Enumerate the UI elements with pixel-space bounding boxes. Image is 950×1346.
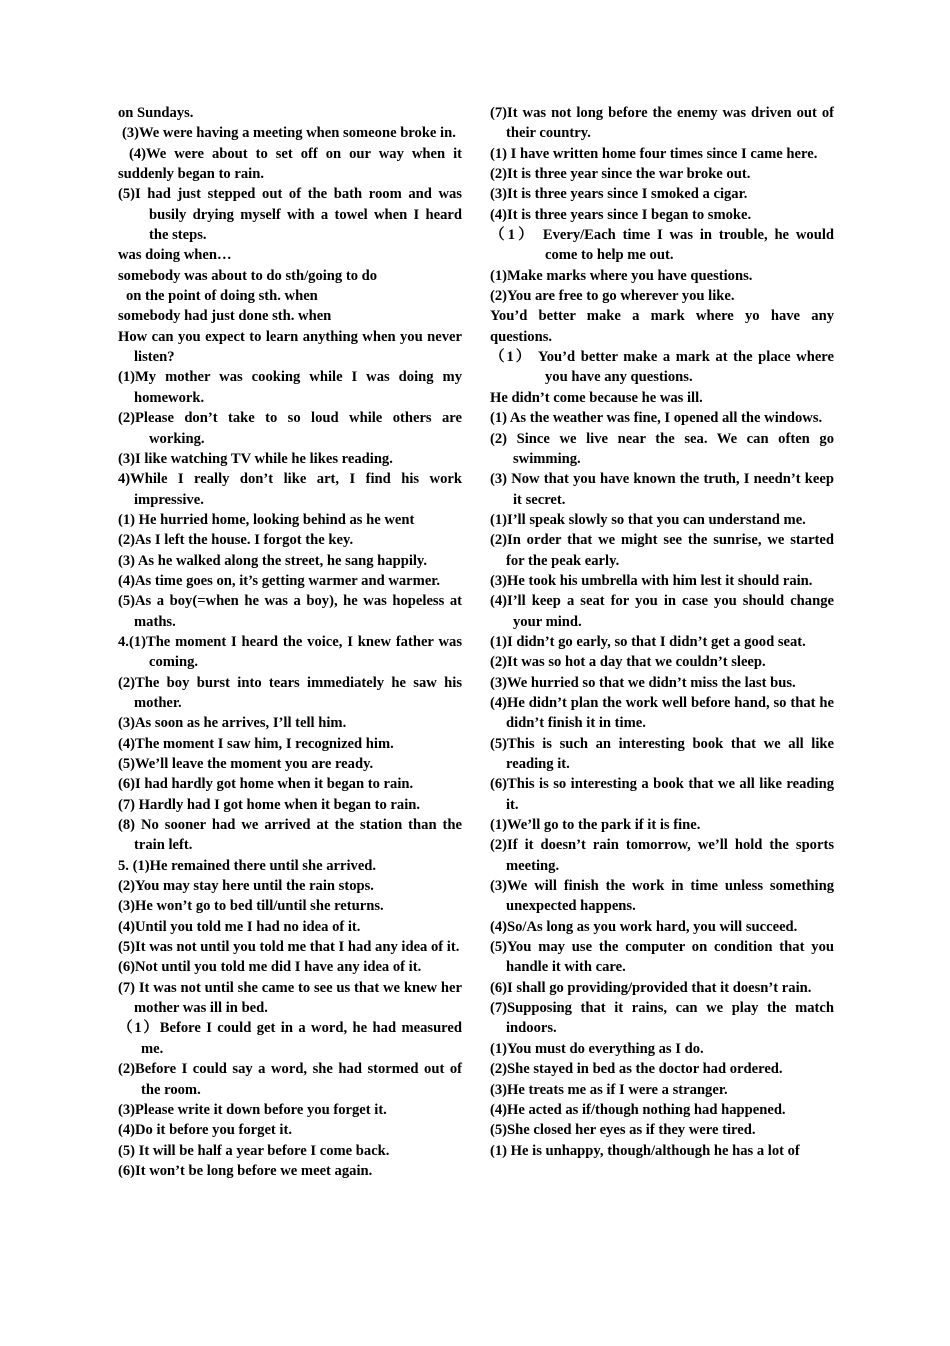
left-column-line: (4)Until you told me I had no idea of it. xyxy=(118,918,361,935)
right-column-line: (5)You may use the computer on condition that you handle it with care. xyxy=(490,939,834,976)
right-column-line: (3)He took his umbrella with him lest it should rain. xyxy=(490,572,813,589)
right-column-line: (6)This is so interesting a book that we all like reading it. xyxy=(490,776,834,813)
right-column-line: He didn’t come because he was ill. xyxy=(490,389,703,406)
right-column-line: (3) Now that you have known the truth, I needn’t keep it secret. xyxy=(490,471,834,508)
left-column-line: (2)Please don’t take to so loud while others are working. xyxy=(118,410,462,447)
left-column-line: 4.(1)The moment I heard the voice, I knew father was coming. xyxy=(118,633,462,671)
left-column-line: 5. (1)He remained there until she arrived. xyxy=(118,857,377,874)
left-column-line: How can you expect to learn anything when you never listen? xyxy=(118,328,462,366)
right-column-line: (4)He didn’t plan the work well before hand, so that he didn’t finish it in time. xyxy=(490,694,834,732)
left-column-line: on Sundays. xyxy=(118,105,194,121)
right-column-line: (1) He is unhappy, though/although he has a lot of xyxy=(490,1142,800,1159)
right-column-line: (2)It was so hot a day that we couldn’t sleep. xyxy=(490,654,766,671)
left-column-line: (3)We were having a meeting when someone broke in. xyxy=(122,125,456,142)
left-column-line: (4)We were about to set off on our way when it suddenly began to rain. xyxy=(118,145,462,183)
left-column-line: (5)I had just stepped out of the bath room and was busily drying myself with a towel when I heard the steps. xyxy=(118,186,462,244)
right-column-line: You’d better make a mark where yo have any questions. xyxy=(490,308,834,345)
left-column-line: （1）Before I could get in a word, he had measured me. xyxy=(118,1020,462,1057)
right-column-line: (3)He treats me as if I were a stranger. xyxy=(490,1081,728,1098)
right-column-line: (2) Since we live near the sea. We can often go swimming. xyxy=(490,430,834,467)
right-column-line: (5)This is such an interesting book that we all like reading it. xyxy=(490,735,834,772)
left-column-line: (8) No sooner had we arrived at the station than the train left. xyxy=(118,817,462,854)
left-column-line: (7) Hardly had I got home when it began to rain. xyxy=(118,796,421,813)
left-column-line: (6)Not until you told me did I have any idea of it. xyxy=(118,959,422,976)
left-column-line: somebody had just done sth. when xyxy=(118,308,332,325)
right-column-line: (3)It is three years since I smoked a cigar. xyxy=(490,186,748,203)
left-column-line: (5)It was not until you told me that I had any idea of it. xyxy=(118,939,460,956)
right-column-line: (4)It is three years since I began to smoke. xyxy=(490,206,752,223)
left-column-line: (2)You may stay here until the rain stops. xyxy=(118,878,374,895)
left-column-line: (3) As he walked along the street, he sang happily. xyxy=(118,552,428,569)
right-column-line: (3)We will finish the work in time unless something unexpected happens. xyxy=(490,878,834,915)
left-column-line: (2)Before I could say a word, she had stormed out of the room. xyxy=(118,1061,462,1098)
left-column-line: (4)The moment I saw him, I recognized him. xyxy=(118,735,394,752)
right-column-line: （1） Every/Each time I was in trouble, he would come to help me out. xyxy=(490,227,834,264)
right-column-line: (1) As the weather was fine, I opened all the windows. xyxy=(490,410,823,427)
left-column-line: (4)Do it before you forget it. xyxy=(118,1122,292,1139)
left-column-line: (6)I had hardly got home when it began to rain. xyxy=(118,776,414,793)
right-column-line: (2)If it doesn’t rain tomorrow, we’ll hold the sports meeting. xyxy=(490,837,834,874)
left-column-line: (5)We’ll leave the moment you are ready. xyxy=(118,756,374,772)
left-column-line: (5)As a boy(=when he was a boy), he was hopeless at maths. xyxy=(118,593,462,630)
right-column-line: (4)He acted as if/though nothing had happened. xyxy=(490,1101,786,1118)
right-column-line: (2)In order that we might see the sunrise, we started for the peak early. xyxy=(490,532,834,569)
left-column-line: (3)I like watching TV while he likes reading. xyxy=(118,450,393,467)
left-column-line: on the point of doing sth. when xyxy=(126,288,318,305)
left-column-line: (1)My mother was cooking while I was doing my homework. xyxy=(118,369,462,406)
right-column-line: (5)She closed her eyes as if they were tired. xyxy=(490,1122,756,1139)
left-column-line: (1) He hurried home, looking behind as he went xyxy=(118,511,415,528)
right-column-line: （1） You’d better make a mark at the place where you have any questions. xyxy=(490,349,834,386)
left-column-line: (6)It won’t be long before we meet again. xyxy=(118,1162,373,1179)
left-column-line: (7) It was not until she came to see us that we knew her mother was ill in bed. xyxy=(118,979,462,1017)
left-column-line: (3)As soon as he arrives, I’ll tell him. xyxy=(118,715,347,732)
right-column-line: (7)Supposing that it rains, can we play the match indoors. xyxy=(490,1000,834,1037)
left-column-line: 4)While I really don’t like art, I find his work impressive. xyxy=(118,471,462,508)
left-column-line: (2)As I left the house. I forgot the key. xyxy=(118,532,354,549)
right-column-line: (1)Make marks where you have questions. xyxy=(490,267,753,284)
right-column-line: (2)It is three year since the war broke out. xyxy=(490,166,751,183)
left-column-line: (5) It will be half a year before I come back. xyxy=(118,1142,390,1159)
right-column-line: (4)I’ll keep a seat for you in case you should change your mind. xyxy=(490,593,834,630)
right-text-column xyxy=(490,103,834,1161)
right-column-line: (3)We hurried so that we didn’t miss the last bus. xyxy=(490,674,796,691)
right-column-line: (1)I didn’t go early, so that I didn’t get a good seat. xyxy=(490,633,806,650)
left-text-column xyxy=(118,103,462,1181)
right-column-line: (7)It was not long before the enemy was driven out of their country. xyxy=(490,105,834,142)
right-column-line: (1)I’ll speak slowly so that you can understand me. xyxy=(490,511,806,528)
right-column-line: (2)She stayed in bed as the doctor had ordered. xyxy=(490,1061,783,1078)
right-column-line: (2)You are free to go wherever you like. xyxy=(490,288,735,305)
left-column-line: somebody was about to do sth/going to do xyxy=(118,267,378,284)
right-column-line: (1)We’ll go to the park if it is fine. xyxy=(490,817,701,834)
right-column-line: (6)I shall go providing/provided that it doesn’t rain. xyxy=(490,979,812,996)
left-column-line: was doing when… xyxy=(118,247,232,264)
right-column-line: (1) I have written home four times since I came here. xyxy=(490,145,818,162)
left-column-line: (3)Please write it down before you forget it. xyxy=(118,1101,387,1118)
right-column-line: (1)You must do everything as I do. xyxy=(490,1040,704,1057)
left-column-line: (3)He won’t go to bed till/until she returns. xyxy=(118,898,384,915)
left-column-line: (4)As time goes on, it’s getting warmer and warmer. xyxy=(118,572,441,589)
left-column-line: (2)The boy burst into tears immediately he saw his mother. xyxy=(118,674,462,711)
right-column-line: (4)So/As long as you work hard, you will succeed. xyxy=(490,918,798,935)
